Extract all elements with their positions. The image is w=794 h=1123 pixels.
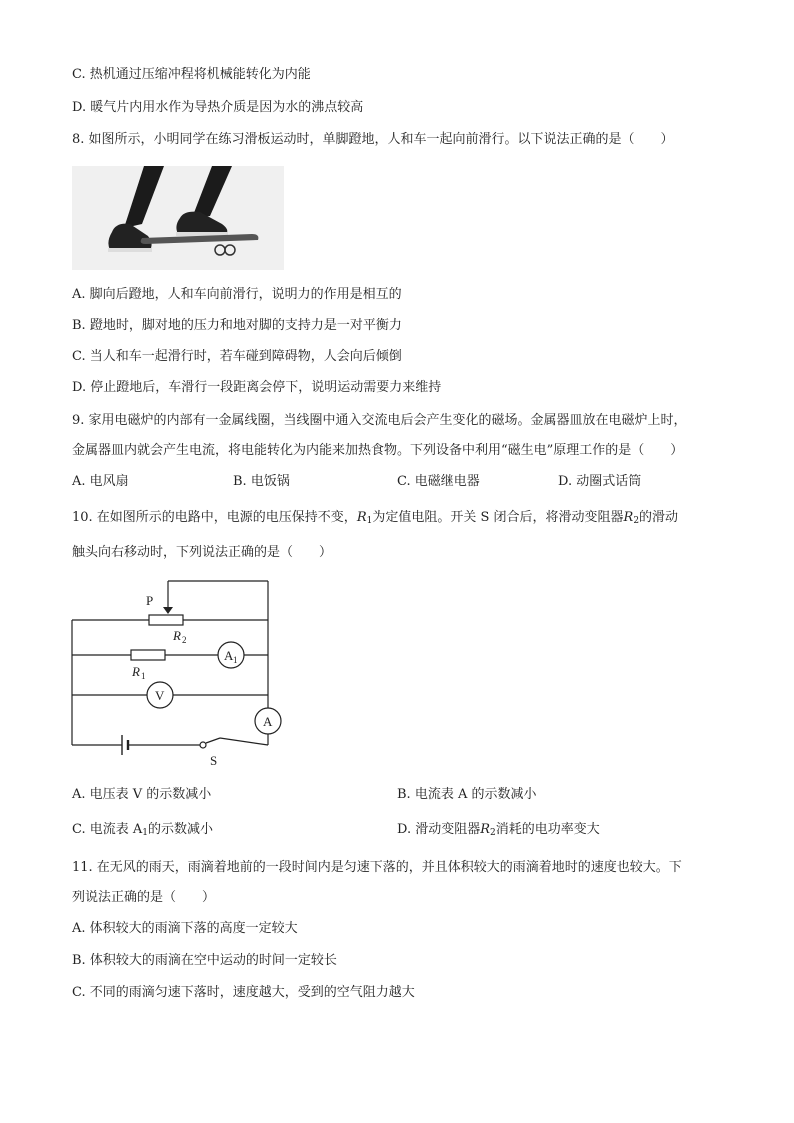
label-r1-sub: 1 bbox=[141, 671, 146, 681]
q10-option-d-r: R bbox=[480, 822, 491, 837]
q11-stem-line1: 11. 在无风的雨天，雨滴着地前的一段时间内是匀速下落的，并且体积较大的雨滴着地时的速度也较大。下 bbox=[72, 860, 682, 875]
q8-option-a: A. 脚向后蹬地，人和车向前滑行，说明力的作用是相互的 bbox=[72, 287, 402, 302]
label-p: P bbox=[146, 593, 154, 608]
label-v: V bbox=[155, 688, 165, 703]
q10-option-c-pre: C. 电流表 A bbox=[72, 822, 143, 837]
label-a1-sub: 1 bbox=[233, 655, 238, 665]
q9-stem-line1: 9. 家用电磁炉的内部有一金属线圈，当线圈中通入交流电后会产生变化的磁场。金属器皿放在电磁炉上时， bbox=[72, 413, 687, 428]
q10-stem-r1-sub: 1 bbox=[366, 516, 373, 526]
q11-option-c: C. 不同的雨滴匀速下落时，速度越大，受到的空气阻力越大 bbox=[72, 985, 415, 1000]
label-r2-sub: 2 bbox=[182, 635, 187, 645]
q10-stem-part3: 的滑动 bbox=[639, 510, 679, 525]
q8-option-c: C. 当人和车一起滑行时，若车碰到障碍物，人会向后倾倒 bbox=[72, 349, 402, 364]
q9-option-d: D. 动圈式话筒 bbox=[558, 474, 642, 489]
q8-stem: 8. 如图所示，小明同学在练习滑板运动时，单脚蹬地，人和车一起向前滑行。以下说法正确的是（ ） bbox=[72, 132, 674, 147]
q9-option-a: A. 电风扇 bbox=[72, 474, 129, 489]
q10-stem-line2: 触头向右移动时，下列说法正确的是（ ） bbox=[72, 545, 333, 560]
q10-option-b: B. 电流表 A 的示数减小 bbox=[397, 787, 537, 802]
q7-option-d: D. 暖气片内用水作为导热介质是因为水的沸点较高 bbox=[72, 100, 364, 115]
q9-stem-line2: 金属器皿内就会产生电流，将电能转化为内能来加热食物。下列设备中利用“磁生电”原理工作的是（ ） bbox=[72, 443, 684, 458]
q10-option-d bbox=[397, 821, 600, 842]
q10-option-c-sub: 1 bbox=[142, 828, 149, 838]
q10-option-d-pre: D. 滑动变阻器 bbox=[397, 822, 481, 837]
q10-stem-line1 bbox=[72, 509, 678, 530]
q10-stem-r2: R bbox=[623, 510, 634, 525]
q9-option-c: C. 电磁继电器 bbox=[397, 474, 480, 489]
q11-option-b: B. 体积较大的雨滴在空中运动的时间一定较长 bbox=[72, 953, 337, 968]
label-a1: A bbox=[224, 648, 234, 663]
q7-option-c: C. 热机通过压缩冲程将机械能转化为内能 bbox=[72, 67, 311, 82]
q10-option-c bbox=[72, 821, 213, 842]
switch-contact bbox=[200, 742, 206, 748]
q10-option-c-post: 的示数减小 bbox=[148, 822, 214, 837]
q11-stem-line2: 列说法正确的是（ ） bbox=[72, 890, 216, 905]
q11-option-a: A. 体积较大的雨滴下落的高度一定较大 bbox=[72, 921, 298, 936]
label-a: A bbox=[263, 714, 273, 729]
circuit-diagram bbox=[60, 575, 300, 770]
q10-option-a: A. 电压表 V 的示数减小 bbox=[72, 787, 212, 802]
skateboard-illustration bbox=[72, 166, 284, 270]
circuit-svg bbox=[60, 575, 300, 770]
switch-blade bbox=[206, 738, 220, 743]
q10-stem-r2-sub: 2 bbox=[633, 516, 640, 526]
label-r1: R bbox=[132, 664, 140, 679]
q10-option-d-sub: 2 bbox=[490, 828, 496, 838]
q10-option-d-post: 消耗的电功率变大 bbox=[495, 822, 600, 837]
q8-option-d: D. 停止蹬地后，车滑行一段距离会停下，说明运动需要力来维持 bbox=[72, 380, 442, 395]
slider-arrow bbox=[163, 607, 173, 614]
q10-stem-part2: 为定值电阻。开关 S 闭合后，将滑动变阻器 bbox=[372, 510, 624, 525]
q8-option-b: B. 蹬地时，脚对地的压力和地对脚的支持力是一对平衡力 bbox=[72, 318, 402, 333]
q10-stem-r1: R bbox=[356, 510, 367, 525]
skateboard-photo bbox=[72, 166, 284, 270]
label-r2: R bbox=[173, 628, 181, 643]
label-s: S bbox=[210, 753, 218, 768]
q9-option-b: B. 电饭锅 bbox=[233, 474, 290, 489]
q10-stem-part1: 10. 在如图所示的电路中，电源的电压保持不变， bbox=[72, 510, 357, 525]
